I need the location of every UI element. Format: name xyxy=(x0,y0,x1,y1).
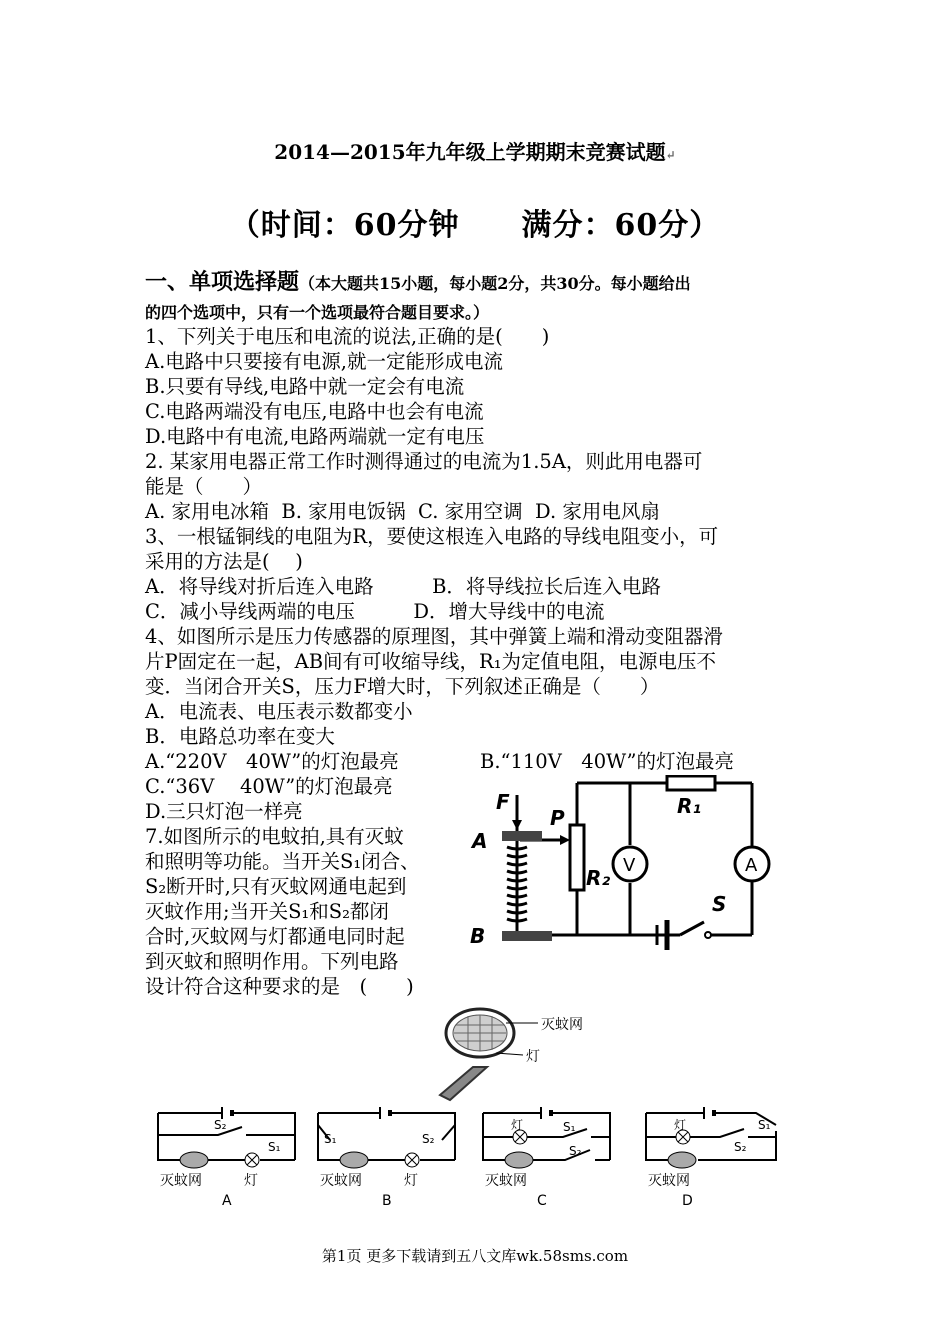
q1-option-b: B.只要有导线,电路中就一定会有电流 xyxy=(145,375,465,398)
mosquito-racket-figure xyxy=(410,1005,640,1115)
pressure-sensor-figure xyxy=(462,775,772,955)
circuit-option-c xyxy=(475,1105,625,1210)
bulb-option-c: C.“36V 40W”的灯泡最亮 xyxy=(145,775,393,798)
circuit-b-s1: S₁ xyxy=(324,1132,337,1146)
section-heading: 一、单项选择题（本大题共15小题，每小题2分，共30分。每小题给出 xyxy=(145,269,691,295)
circuit-option-a xyxy=(150,1105,305,1210)
q7-stem-3: S₂断开时,只有灭蚊网通电起到 xyxy=(145,875,407,898)
bulb-option-b: B.“110V 40W”的灯泡最亮 xyxy=(480,750,734,773)
q4-option-a: A．电流表、电压表示数都变小 xyxy=(145,700,413,723)
circuit-c-s1: S₁ xyxy=(563,1120,576,1134)
circuit-d-net: 灭蚊网 xyxy=(648,1173,690,1189)
circuit-d-lamp: 灯 xyxy=(674,1118,687,1132)
q7-stem-7: 设计符合这种要求的是 ( ) xyxy=(145,975,414,998)
circuit-a-s1: S₁ xyxy=(268,1140,281,1154)
label-p: P xyxy=(550,806,565,830)
circuit-d-s2: S₂ xyxy=(734,1140,747,1154)
racket-net-label: 灭蚊网 xyxy=(541,1017,583,1033)
q3-stem: 3、一根锰铜线的电阻为R，要使这根连入电路的导线电阻变小，可 xyxy=(145,525,719,548)
q4-option-b: B．电路总功率在变大 xyxy=(145,725,335,748)
page-footer: 第1页 更多下载请到五八文库wk.58sms.com xyxy=(321,1247,629,1265)
circuit-a-net: 灭蚊网 xyxy=(160,1173,202,1189)
q3-options-cd: C．减小导线两端的电压 D．增大导线中的电流 xyxy=(145,600,605,623)
circuit-c-net: 灭蚊网 xyxy=(485,1173,527,1189)
circuit-a-s2: S₂ xyxy=(214,1118,227,1132)
circuit-d-letter: D xyxy=(682,1193,693,1209)
label-voltmeter: V xyxy=(623,855,636,876)
exam-title: 2014—2015年九年级上学期期末竞赛试题↵ xyxy=(274,140,676,164)
label-r1: R₁ xyxy=(677,794,702,818)
label-f: F xyxy=(496,790,510,814)
label-s: S xyxy=(712,892,727,916)
q2-stem-cont: 能是（ ） xyxy=(145,475,263,498)
circuit-b-net: 灭蚊网 xyxy=(320,1173,362,1189)
circuit-a-lamp: 灯 xyxy=(244,1173,258,1189)
q3-options-ab: A．将导线对折后连入电路 B．将导线拉长后连入电路 xyxy=(145,575,661,598)
q1-option-d: D.电路中有电流,电路两端就一定有电压 xyxy=(145,425,485,448)
q2-options: A. 家用电冰箱 B. 家用电饭锅 C. 家用空调 D. 家用电风扇 xyxy=(145,500,660,523)
q2-stem: 2. 某家用电器正常工作时测得通过的电流为1.5A，则此用电器可 xyxy=(145,450,703,473)
circuit-d-s1: S₁ xyxy=(758,1118,771,1132)
q4-stem-3: 变．当闭合开关S，压力F增大时，下列叙述正确是（ ） xyxy=(145,675,660,698)
circuit-c-s2: S₂ xyxy=(569,1144,582,1158)
q7-stem-4: 灭蚊作用;当开关S₁和S₂都闭 xyxy=(145,900,389,923)
q7-stem-5: 合时,灭蚊网与灯都通电同时起 xyxy=(145,925,405,948)
q1-stem: 1、下列关于电压和电流的说法,正确的是( ) xyxy=(145,325,550,348)
circuit-a-letter: A xyxy=(222,1193,232,1209)
label-b: B xyxy=(470,924,486,948)
q1-option-a: A.电路中只要接有电源,就一定能形成电流 xyxy=(145,350,503,373)
section-note: 的四个选项中，只有一个选项最符合题目要求。） xyxy=(145,303,490,322)
q7-stem-6: 到灭蚊和照明作用。下列电路 xyxy=(145,950,399,973)
label-ammeter: A xyxy=(745,855,758,876)
circuit-c-letter: C xyxy=(537,1193,547,1209)
exam-subtitle: （时间：60分钟 满分：60分） xyxy=(229,208,721,243)
q1-option-c: C.电路两端没有电压,电路中也会有电流 xyxy=(145,400,484,423)
circuit-option-b xyxy=(310,1105,470,1210)
label-r2: R₂ xyxy=(586,866,611,890)
circuit-c-lamp: 灯 xyxy=(511,1118,524,1132)
bulb-option-a: A.“220V 40W”的灯泡最亮 xyxy=(145,750,399,773)
q3-stem-cont: 采用的方法是( ) xyxy=(145,550,303,573)
q4-stem: 4、如图所示是压力传感器的原理图，其中弹簧上端和滑动变阻器滑 xyxy=(145,625,723,648)
circuit-b-letter: B xyxy=(382,1193,392,1209)
circuit-option-d xyxy=(638,1105,788,1210)
bulb-option-d: D.三只灯泡一样亮 xyxy=(145,800,303,823)
q4-stem-2: 片P固定在一起，AB间有可收缩导线，R₁为定值电阻，电源电压不 xyxy=(145,650,717,673)
circuit-b-lamp: 灯 xyxy=(404,1173,418,1189)
q7-stem-2: 和照明等功能。当开关S₁闭合、 xyxy=(145,850,420,873)
q7-stem-1: 7.如图所示的电蚊拍,具有灭蚊 xyxy=(145,825,404,848)
label-a: A xyxy=(472,829,488,853)
racket-lamp-label: 灯 xyxy=(526,1049,540,1065)
circuit-b-s2: S₂ xyxy=(422,1132,435,1146)
